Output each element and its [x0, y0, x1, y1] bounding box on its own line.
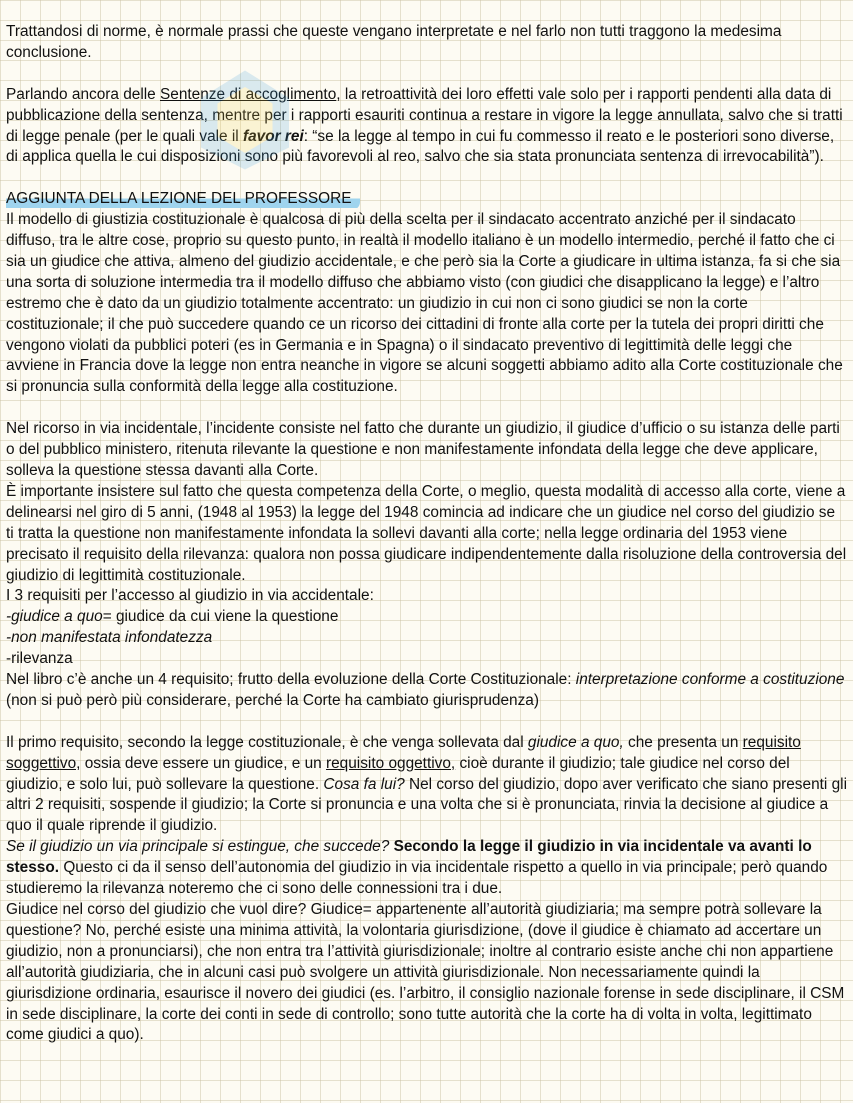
- text-run: = giudice da cui viene la questione: [102, 608, 339, 626]
- text-run: cioè durante il giudizio; tale giudice nel corso del giudizio, e solo lui, può sollevare la questione.: [6, 754, 790, 793]
- text-run: Il primo requisito, secondo la legge costituzionale, è che venga sollevata dal: [6, 733, 528, 751]
- text-run: ossia deve essere un giudice, e un: [80, 754, 326, 772]
- paragraph-modello: Il modello di giustizia costituzionale è qualcosa di più della scelta per il sindacato accentrato anziché per il sindacato diffuso, tra le altre cose, proprio su questo punto, in realtà il modello italiano è un modello intermedio, perché il fatto che ci sia un giudice che attiva, almeno del giudizio accidentale, e che però sia la Corte a giudicare in ultima istanza, fa si che sia una sorta di soluzione intermedia tra il modello diffuso che abbiamo visto (con giudici che disapplicano la legge) e l’altro estremo che è dato da un giudizio totalmente accentrato: un giudizio in cui non ci sono giudici se non la corte costituzionale; il che può succedere quando ce un ricorso dei cittadini di fronte alla corte per la tutela dei propri diritti che vengono violati da pubblici poteri (es in Germania e in Spagna) o il sindacato preventivo di legittimità delle leggi che avviene in Francia dove la legge non entra neanche in vigore se alcuni soggetti abbiamo adito alla Corte costituzionale che si pronuncia sulla conformità della legge alla costituzione.: [6, 211, 843, 396]
- paragraph-intro: Trattandosi di norme, è normale prassi che queste vengano interpretate e nel farlo non tutti traggono la medesima conclusione.: [6, 23, 782, 61]
- requisite-item: -rilevanza: [6, 650, 73, 668]
- paragraph-primo-requisito: [6, 733, 847, 838]
- text-run: interpretazione conforme a costituzione: [575, 671, 845, 689]
- section-heading-wrap: [6, 189, 847, 210]
- text-run: che presenta un: [623, 733, 743, 751]
- paragraph-giudice: Giudice nel corso del giudizio che vuol dire? Giudice= appartenente all’autorità giudiziaria; ma sempre potrà sollevare la questione? No, perché esiste una minima attività, la volontaria giurisdizione, (dove il giudice è chiamato ad accertare un giudizio, non a pronunciarsi), che non entra tra l’attività giurisdizionale; inoltre al contrario esiste anche chi non appartiene all’autorità giudiziaria, che in alcuni casi può svolgere un attività giurisdizionale. Non necessariamente quindi la giurisdizione ordinaria, esaurisce il novero dei giudici (es. l’arbitro, il consiglio nazionale forense in sede disciplinare, il CSM in sede disciplinare, la corte dei conti in sede di controllo; sono tutte autorità che la corte ha di volta in volta, legittimato come giudici a quo).: [6, 901, 845, 1044]
- text-run: Cosa fa lui?: [323, 775, 405, 793]
- text-run: Nel libro c’è anche un 4 requisito; frutto della evoluzione della Corte Costituzionale:: [6, 671, 576, 689]
- text-run: Se il giudizio un via principale si estingue, che succede?: [6, 838, 390, 856]
- paragraph-incidentale: Nel ricorso in via incidentale, l’incidente consiste nel fatto che durante un giudizio, il giudice d’ufficio o su istanza delle parti o del pubblico ministero, ritenuta rilevante la questione e non manifestamente infondata della legge che deve applicare, solleva la questione stessa davanti alla Corte.: [6, 420, 840, 479]
- paragraph-competenza: È importante insistere sul fatto che questa competenza della Corte, o meglio, questa modalità di accesso alla corte, viene a delinearsi nel giro di 5 anni, (1948 al 1953) la legge del 1948 comincia ad indicare che un giudice nel corso del giudizio se ti tratta la questione non manifestamente infondata la sollevi davanti alla corte; nella legge ordinaria del 1953 viene precisato il requisito della rilevanza: qualora non possa giudicare indipendentemente dalla risoluzione della controversia del giudizio di legittimità costituzionale.: [6, 482, 847, 584]
- text-run: -giudice a quo: [6, 608, 103, 626]
- text-run: , la retroattività dei loro effetti vale solo per i rapporti pendenti alla data di pubblicazione della sentenza, mentre per i rapporti esauriti continua a restare in vigore la legge annullata, salvo che si tratti di legge penale (per le quali vale il: [6, 85, 843, 145]
- paragraph-quarto-requisito: [6, 670, 847, 712]
- requisite-item: [6, 628, 847, 649]
- sentenze-accoglimento-link: Sentenze di accoglimento: [160, 85, 337, 103]
- requisite-item: [6, 607, 847, 628]
- text-run: : “se la legge al tempo in cui fu commesso il reato e le posteriori sono diverse, di applica quella le cui disposizioni sono più favorevoli al reo, salvo che sia stata pronunciata sentenza di irrevocabilità”).: [6, 127, 835, 166]
- text-run: giudice a quo,: [527, 733, 624, 751]
- text-run: (non si può però più considerare, perché la Corte ha cambiato giurisprudenza): [6, 691, 539, 709]
- favor-rei-term: favor rei: [243, 127, 304, 145]
- text-run: Nel corso del giudizio, dopo aver verificato che siano presenti gli altri 2 requisiti, sospende il giudizio; la Corte si pronuncia e una volta che si è pronunciata, rinvia la decisione al giudice a quo il quale riprende il giudizio.: [6, 775, 847, 835]
- paragraph-via-principale: [6, 837, 847, 900]
- text-run: Questo ci da il senso dell’autonomia del giudizio in via incidentale rispetto a quello in via principale; però quando studieremo la rilevanza noteremo che ci sono delle connessioni tra i due.: [6, 859, 828, 898]
- requisito-oggettivo: requisito oggettivo,: [326, 754, 456, 772]
- text-run: Secondo la legge il giudizio in via incidentale va avanti lo stesso.: [6, 838, 812, 877]
- text-run: Parlando ancora delle: [6, 85, 161, 103]
- paragraph-requisiti-intro: I 3 requisiti per l’accesso al giudizio in via accidentale:: [6, 587, 374, 605]
- section-heading: AGGIUNTA DELLA LEZIONE DEL PROFESSORE: [6, 189, 360, 210]
- paragraph-sentenze: [6, 85, 847, 169]
- requisito-soggettivo: requisito soggettivo,: [6, 733, 801, 772]
- text-run: -non manifestata infondatezza: [6, 629, 213, 647]
